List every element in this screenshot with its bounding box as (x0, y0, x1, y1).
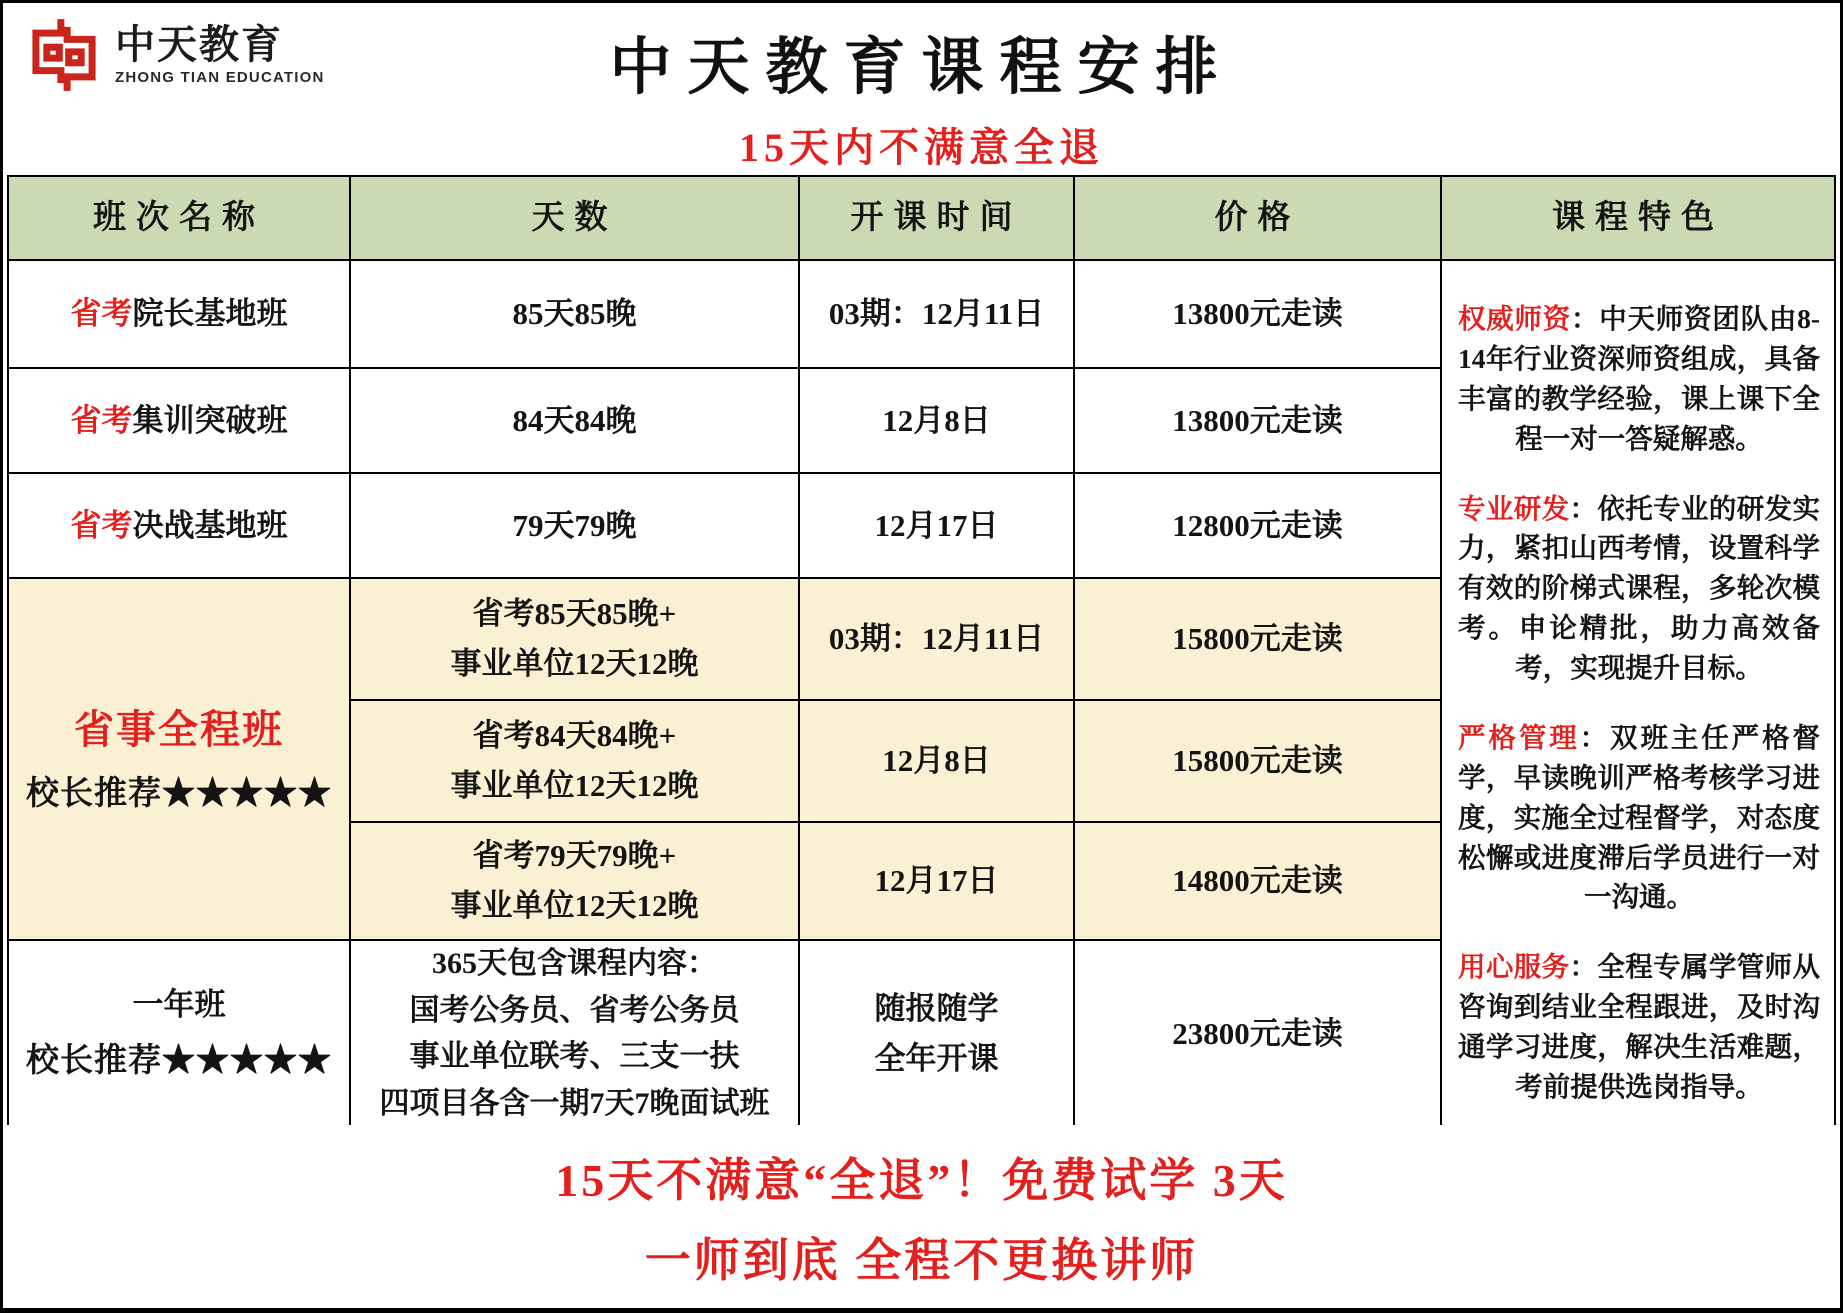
feature-item (1458, 947, 1820, 1107)
class-name-cell (9, 474, 349, 577)
logo-name: 中天教育 (115, 23, 283, 67)
days-line: 365天包含课程内容： (432, 947, 717, 980)
start-date-cell: 12月8日 (800, 369, 1073, 472)
days-line: 省考84天84晚+ (472, 718, 677, 754)
class-name-cell (9, 369, 349, 472)
price-cell: 23800元走读 (1075, 941, 1440, 1127)
days-line: 事业单位联考、三支一扶 (409, 1040, 740, 1073)
days-line: 国考公务员、省考公务员 (409, 993, 740, 1027)
price-cell: 15800元走读 (1075, 579, 1440, 699)
feature-label: 用心服务 (1458, 951, 1570, 983)
start-line: 随报随学 (874, 991, 999, 1027)
feature-label: 权威师资 (1458, 303, 1572, 334)
feature-text: ：中天师资团队由8-14年行业资深师资组成，具备丰富的教学经验，课上课下全程一对一答疑解惑。 (1458, 303, 1820, 454)
days-line: 省考79天79晚+ (472, 838, 677, 874)
feature-item (1458, 489, 1820, 688)
feature-label: 严格管理 (1458, 721, 1580, 753)
feature-label: 专业研发 (1458, 492, 1570, 524)
class-name: 决战基地班 (132, 507, 288, 543)
page-header (3, 3, 1840, 175)
days-line: 事业单位12天12晚 (450, 768, 699, 803)
class-name-cell (9, 261, 349, 367)
class-tag: 省考 (70, 507, 133, 543)
footer-line-1: 15天不满意“全退”！免费试学 3天 (555, 1154, 1288, 1206)
class-name: 院长基地班 (132, 296, 288, 332)
price-cell: 13800元走读 (1075, 369, 1440, 472)
footer-banner (3, 1125, 1840, 1308)
days-cell: 84天84晚 (351, 369, 798, 472)
class-name: 集训突破班 (132, 402, 288, 438)
price-cell: 13800元走读 (1075, 261, 1440, 367)
col-header-days: 天数 (351, 177, 798, 259)
start-line: 全年开课 (874, 1041, 999, 1076)
days-cell: 85天85晚 (351, 261, 798, 367)
feature-text: ：依托专业的研发实力，紧扣山西考情，设置科学有效的阶梯式课程，多轮次模考。申论精批，助力高效备考，实现提升目标。 (1458, 492, 1820, 683)
feature-text: ：双班主任严格督学，早读晚训严格考核学习进度，实施全过程督学，对态度松懈或进度滞后学员进行一对一沟通。 (1458, 721, 1821, 913)
days-cell: 79天79晚 (351, 474, 798, 577)
feature-text: ：全程专属学管师从咨询到结业全程跟进，及时沟通学习进度，解决生活难题，考前提供选岗指导。 (1458, 951, 1820, 1102)
logo-text (115, 24, 325, 86)
zhongtian-logo-icon (25, 13, 103, 97)
start-date-cell: 12月8日 (800, 701, 1073, 821)
start-date-cell (800, 941, 1073, 1127)
col-header-features: 课程特色 (1442, 177, 1834, 259)
feature-item (1458, 718, 1820, 917)
start-date-cell: 03期：12月11日 (800, 261, 1073, 367)
days-line: 事业单位12天12晚 (450, 646, 699, 681)
feature-item (1458, 299, 1820, 459)
days-line: 四项目各含一期7天7晚面试班 (379, 1086, 770, 1120)
footer-line-2: 一师到底 全程不更换讲师 (644, 1234, 1199, 1286)
year-class-name: 一年班 (132, 986, 226, 1022)
col-header-price: 价格 (1075, 177, 1440, 259)
days-cell (351, 579, 798, 699)
start-date-cell: 12月17日 (800, 474, 1073, 577)
class-name-cell (9, 941, 349, 1127)
class-tag: 省考 (70, 296, 133, 332)
group-class-name: 省事全程班 (74, 706, 284, 752)
col-header-class-name: 班次名称 (9, 177, 349, 259)
col-header-start-time: 开课时间 (800, 177, 1073, 259)
price-cell: 15800元走读 (1075, 701, 1440, 821)
group-class-name-cell (9, 579, 349, 939)
days-line: 事业单位12天12晚 (450, 888, 699, 923)
course-table (7, 175, 1836, 1129)
price-cell: 14800元走读 (1075, 823, 1440, 939)
start-date-cell: 12月17日 (800, 823, 1073, 939)
days-cell (351, 823, 798, 939)
logo (25, 13, 325, 97)
group-recommend-stars: 校长推荐★★★★★ (26, 775, 332, 812)
year-recommend-stars: 校长推荐★★★★★ (26, 1043, 332, 1080)
logo-subtitle: ZHONG TIAN EDUCATION (115, 69, 325, 86)
page-title: 中天教育课程安排 (609, 34, 1234, 102)
start-date-cell: 03期：12月11日 (800, 579, 1073, 699)
days-line: 省考85天85晚+ (472, 596, 677, 632)
price-cell: 12800元走读 (1075, 474, 1440, 577)
course-features-cell (1442, 261, 1834, 1127)
page-subtitle: 15天内不满意全退 (739, 125, 1104, 170)
days-cell (351, 701, 798, 821)
class-tag: 省考 (70, 402, 133, 438)
days-cell (351, 941, 798, 1127)
